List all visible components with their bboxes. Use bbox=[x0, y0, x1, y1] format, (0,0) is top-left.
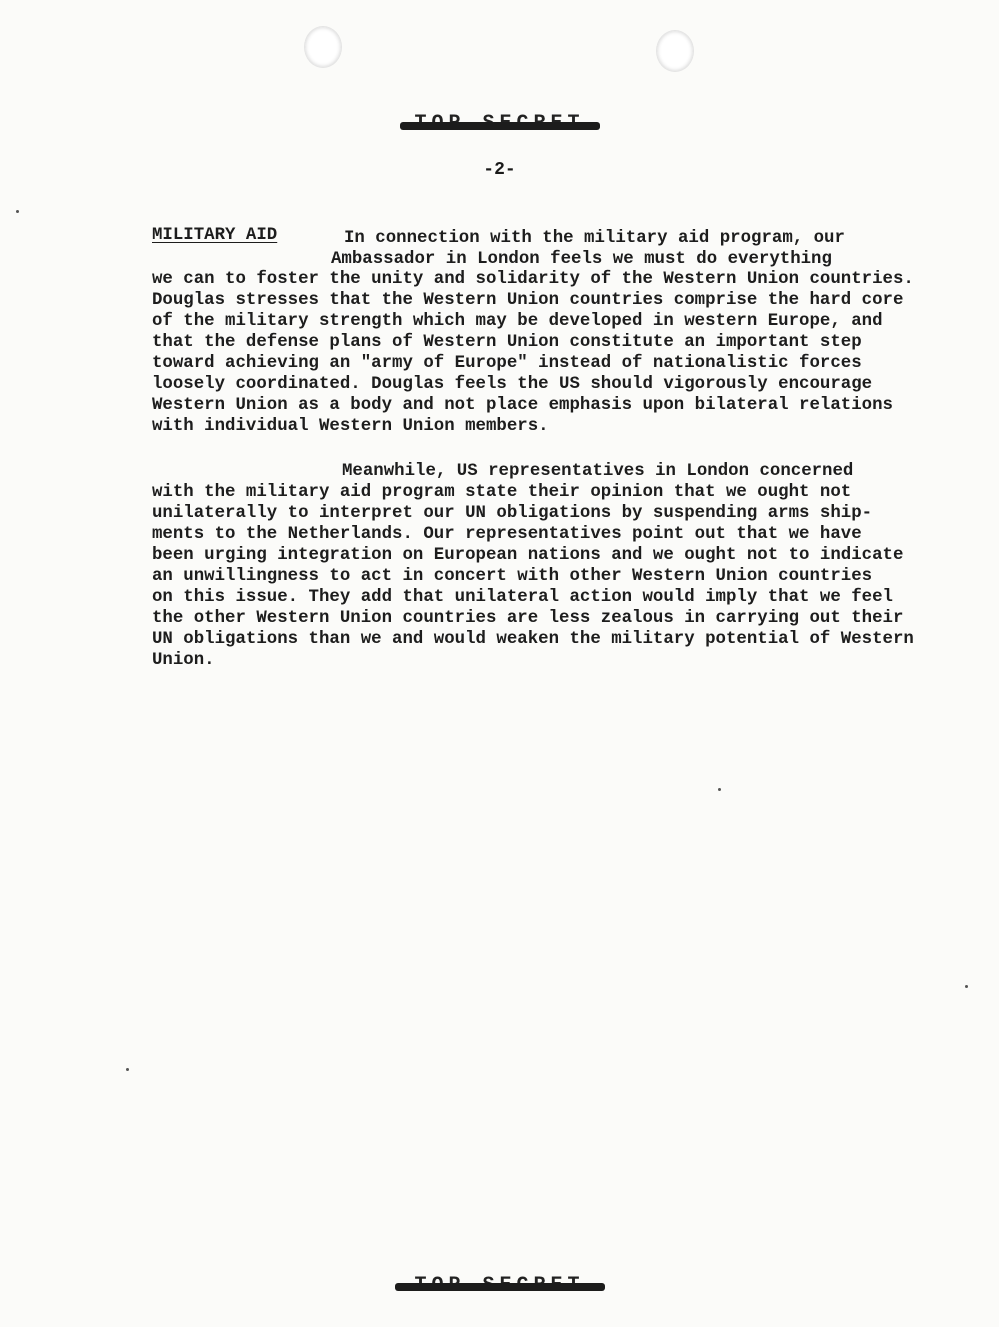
text-line: ments to the Netherlands. Our representatives point out that we have bbox=[152, 525, 862, 544]
text-line: Western Union as a body and not place emphasis upon bilateral relations bbox=[152, 396, 893, 415]
text-line: on this issue. They add that unilateral action would imply that we feel bbox=[152, 588, 893, 607]
scan-speck bbox=[718, 788, 721, 791]
redaction-bar bbox=[395, 1283, 605, 1291]
text-line: of the military strength which may be developed in western Europe, and bbox=[152, 312, 883, 331]
redaction-bar bbox=[400, 122, 600, 130]
top-classification bbox=[0, 112, 999, 135]
text-line: Douglas stresses that the Western Union countries comprise the hard core bbox=[152, 291, 904, 310]
text-line: with the military aid program state their opinion that we ought not bbox=[152, 483, 852, 502]
section-heading bbox=[152, 225, 277, 246]
text-line: Union. bbox=[152, 651, 215, 670]
text-line: loosely coordinated. Douglas feels the US should vigorously encourage bbox=[152, 375, 873, 394]
text-line: UN obligations than we and would weaken the military potential of Western bbox=[152, 630, 914, 649]
text-line: with individual Western Union members. bbox=[152, 417, 549, 436]
scan-speck bbox=[965, 985, 968, 988]
text-line: the other Western Union countries are less zealous in carrying out their bbox=[152, 609, 904, 628]
text-line: Ambassador in London feels we must do everything bbox=[331, 250, 832, 269]
text-line: unilaterally to interpret our UN obligations by suspending arms ship- bbox=[152, 504, 873, 523]
text-line: an unwillingness to act in concert with other Western Union countries bbox=[152, 567, 873, 586]
punch-hole-left bbox=[304, 26, 342, 68]
text-line: we can to foster the unity and solidarity of the Western Union countries. bbox=[152, 270, 914, 289]
page-number: -2- bbox=[483, 160, 516, 180]
text-line: In connection with the military aid program, our bbox=[344, 229, 845, 248]
bottom-classification bbox=[0, 1274, 999, 1297]
punch-hole-right bbox=[656, 30, 694, 72]
text-line: that the defense plans of Western Union constitute an important step bbox=[152, 333, 862, 352]
scan-speck bbox=[126, 1068, 129, 1071]
text-line: Meanwhile, US representatives in London concerned bbox=[342, 462, 854, 481]
text-line: been urging integration on European nations and we ought not to indicate bbox=[152, 546, 904, 565]
section-heading-text: MILITARY AID bbox=[152, 226, 278, 245]
text-line: toward achieving an "army of Europe" instead of nationalistic forces bbox=[152, 354, 862, 373]
scan-speck bbox=[16, 210, 19, 213]
